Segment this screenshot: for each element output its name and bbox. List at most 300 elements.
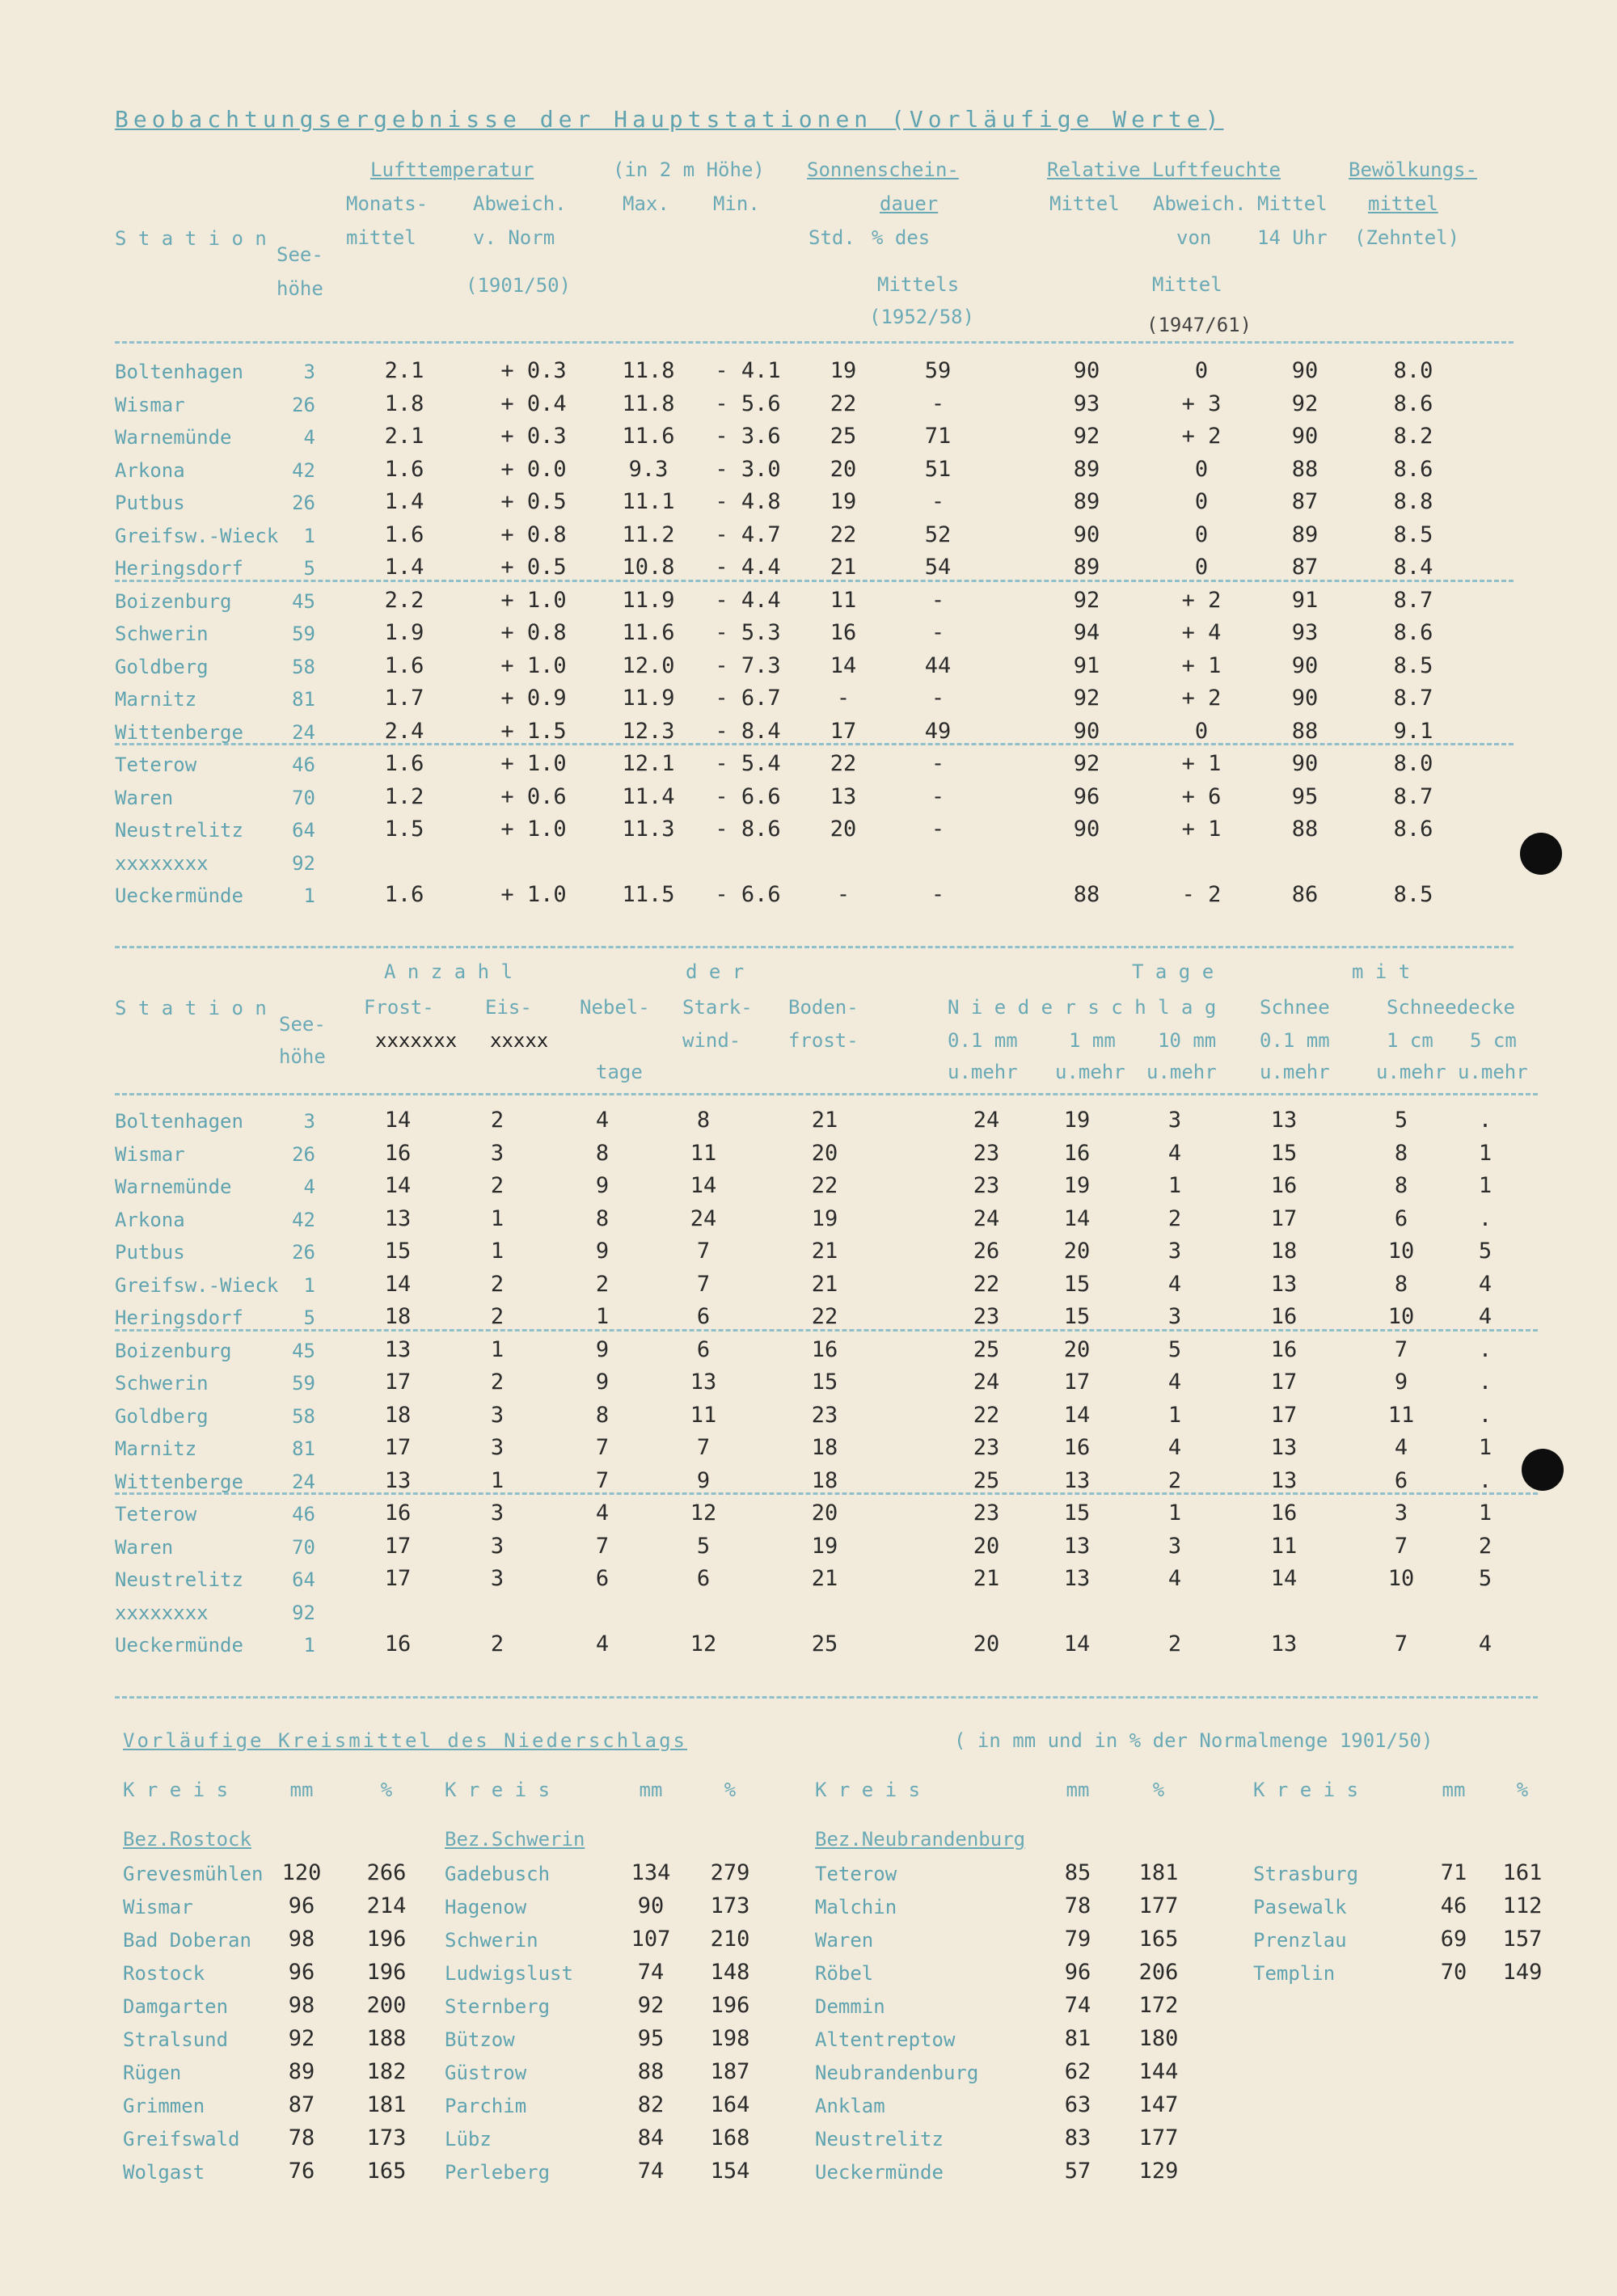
cell-n10: 4	[1167, 1271, 1182, 1297]
kreis-name: Neustrelitz	[815, 2128, 944, 2150]
punch-hole-bottom	[1522, 1449, 1564, 1491]
cell-pct: 52	[924, 521, 952, 547]
pct-col-header: %	[724, 1779, 737, 1801]
cell-min: - 4.1	[715, 358, 781, 383]
kreis-mm: 90	[637, 1893, 665, 1918]
kreis-pct: 181	[1138, 1860, 1179, 1885]
cell-pct: 71	[924, 424, 952, 449]
kreis-pct: 165	[366, 2159, 407, 2184]
t1-header-mittels-2: (1952/58)	[869, 306, 975, 328]
cell-rf: 92	[1073, 686, 1100, 711]
cell-rfab: 0	[1194, 358, 1209, 383]
cell-bew: 8.6	[1393, 456, 1433, 482]
station-name: Wismar	[115, 393, 185, 416]
station-name: Wittenberge	[115, 1470, 243, 1493]
kreis-mm: 78	[288, 2125, 315, 2150]
cell-max: 11.3	[622, 817, 675, 842]
cell-rfab: + 4	[1181, 620, 1222, 645]
kreis-mm: 79	[1064, 1927, 1091, 1952]
station-name: Goldberg	[115, 655, 209, 678]
station-seehoehe: 24	[292, 720, 315, 744]
cell-n01: 20	[973, 1533, 1000, 1559]
mm-col-header: mm	[1066, 1779, 1090, 1801]
station-seehoehe: 45	[292, 589, 315, 613]
cell-pct: -	[931, 882, 945, 907]
station-seehoehe: 1	[303, 1634, 315, 1657]
cell-sd1: 6	[1394, 1205, 1408, 1231]
cell-mm: 1.6	[384, 652, 424, 678]
cell-rf14: 90	[1291, 751, 1319, 776]
kreis-pct: 188	[366, 2026, 407, 2051]
cell-rfab: 0	[1194, 718, 1209, 744]
cell-mm: 1.2	[384, 783, 424, 809]
kreis-name: Malchin	[815, 1896, 897, 1918]
cell-n10: 4	[1167, 1566, 1182, 1591]
cell-rf: 89	[1073, 489, 1100, 514]
t1-header-max: Max.	[623, 192, 669, 215]
cell-stark: 5	[696, 1533, 711, 1559]
station-seehoehe: 45	[292, 1339, 315, 1362]
kreis-pct: 182	[366, 2059, 407, 2084]
cell-rf14: 91	[1291, 587, 1319, 613]
station-name: Schwerin	[115, 623, 209, 645]
station-name: Heringsdorf	[115, 1306, 243, 1329]
cell-n01: 22	[973, 1271, 1000, 1297]
t1-header-abweich-3: (1901/50)	[466, 274, 572, 297]
kreis-pct: 147	[1138, 2092, 1179, 2117]
cell-n1: 13	[1063, 1566, 1091, 1591]
kreis-title: Vorläufige Kreismittel des Niederschlags	[123, 1729, 687, 1752]
kreis-mm: 74	[637, 2159, 665, 2184]
station-seehoehe: 81	[292, 688, 315, 711]
cell-frost: 14	[384, 1173, 412, 1198]
kreis-mm: 98	[288, 1927, 315, 1952]
cell-n01: 25	[973, 1467, 1000, 1493]
station-seehoehe: 70	[292, 786, 315, 809]
cell-std: 21	[830, 555, 857, 580]
cell-schnee: 13	[1270, 1271, 1298, 1297]
cell-boden: 25	[811, 1631, 838, 1657]
kreis-mm: 69	[1440, 1927, 1467, 1952]
kreis-name: Altentreptow	[815, 2028, 956, 2051]
t1-rule-bottom	[115, 946, 1514, 948]
cell-mm: 2.4	[384, 718, 424, 744]
cell-std: -	[836, 686, 851, 711]
t2-header-nebel-2: tage	[596, 1061, 643, 1083]
t2-header-sd1-2: u.mehr	[1376, 1061, 1446, 1083]
t2-header-sd5-1: 5 cm	[1470, 1029, 1517, 1052]
station-name: xxxxxxxx	[115, 851, 209, 875]
kreis-name: Waren	[815, 1929, 874, 1952]
kreis-mm: 96	[288, 1960, 315, 1985]
t1-header-abweich-2: v. Norm	[473, 226, 555, 249]
cell-rf: 88	[1073, 882, 1100, 907]
t2-header-schnee-2: 0.1 mm	[1260, 1029, 1330, 1052]
kreis-pct: 214	[366, 1893, 407, 1918]
kreis-pct: 177	[1138, 2125, 1179, 2150]
cell-mm: 1.4	[384, 555, 424, 580]
cell-pct: 59	[924, 358, 952, 383]
cell-std: 17	[830, 718, 857, 744]
kreis-mm: 84	[637, 2125, 665, 2150]
station-name: Greifsw.-Wieck	[115, 524, 279, 547]
cell-n01: 26	[973, 1239, 1000, 1264]
t1-group-rule	[115, 743, 1514, 745]
cell-rf14: 92	[1291, 390, 1319, 416]
cell-schnee: 16	[1270, 1304, 1298, 1329]
pct-col-header: %	[1152, 1779, 1165, 1801]
cell-n1: 14	[1063, 1402, 1091, 1428]
cell-nebel: 9	[595, 1239, 610, 1264]
cell-sd1: 7	[1394, 1533, 1408, 1559]
cell-stark: 7	[696, 1271, 711, 1297]
kreis-pct: 157	[1502, 1927, 1543, 1952]
t1-header-rel-feuchte: Relative Luftfeuchte	[1047, 158, 1281, 181]
kreis-mm: 120	[281, 1860, 322, 1885]
cell-sd5: 1	[1478, 1500, 1492, 1526]
cell-bew: 8.0	[1393, 751, 1433, 776]
bezirk-label: Bez.Schwerin	[445, 1828, 585, 1851]
kreis-mm: 96	[288, 1893, 315, 1918]
kreis-mm: 92	[288, 2026, 315, 2051]
punch-hole-top	[1520, 833, 1562, 875]
station-seehoehe: 24	[292, 1470, 315, 1493]
cell-min: - 5.4	[715, 751, 781, 776]
cell-eis: 1	[490, 1336, 505, 1362]
cell-pct: 51	[924, 456, 952, 482]
cell-sd1: 5	[1394, 1108, 1408, 1133]
t2-header-niederschlag: N i e d e r s c h l a g	[948, 996, 1217, 1019]
kreis-col-header: K r e i s	[815, 1779, 921, 1801]
kreis-name: Röbel	[815, 1962, 874, 1985]
cell-pct: -	[931, 620, 945, 645]
cell-frost: 17	[384, 1566, 412, 1591]
cell-frost: 13	[384, 1467, 412, 1493]
station-name: xxxxxxxx	[115, 1601, 209, 1624]
cell-rf14: 88	[1291, 817, 1319, 842]
cell-min: - 5.3	[715, 620, 781, 645]
cell-rf: 90	[1073, 358, 1100, 383]
cell-schnee: 17	[1270, 1205, 1298, 1231]
t2-header-stark-1: Stark-	[682, 996, 753, 1019]
cell-n1: 15	[1063, 1271, 1091, 1297]
pct-col-header: %	[380, 1779, 393, 1801]
cell-std: 14	[830, 652, 857, 678]
cell-min: - 8.4	[715, 718, 781, 744]
cell-stark: 24	[690, 1205, 717, 1231]
cell-bew: 8.5	[1393, 652, 1433, 678]
kreis-name: Strasburg	[1253, 1863, 1359, 1885]
cell-rfab: + 2	[1181, 587, 1222, 613]
cell-max: 12.1	[622, 751, 675, 776]
cell-mm: 2.1	[384, 358, 424, 383]
kreis-name: Wolgast	[123, 2161, 205, 2184]
cell-boden: 21	[811, 1108, 838, 1133]
kreis-name: Sternberg	[445, 1995, 551, 2018]
station-seehoehe: 58	[292, 1404, 315, 1428]
cell-n10: 4	[1167, 1370, 1182, 1395]
cell-n1: 15	[1063, 1500, 1091, 1526]
t2-header-seehoehe-2: höhe	[279, 1045, 326, 1068]
station-name: Wismar	[115, 1142, 185, 1166]
cell-sd1: 3	[1394, 1500, 1408, 1526]
cell-schnee: 14	[1270, 1566, 1298, 1591]
t1-header-in2m: (in 2 m Höhe)	[613, 158, 765, 181]
t1-header-sonnenschein-2: dauer	[880, 192, 939, 215]
station-seehoehe: 3	[303, 361, 315, 383]
cell-nebel: 9	[595, 1336, 610, 1362]
cell-max: 11.4	[622, 783, 675, 809]
cell-stark: 12	[690, 1500, 717, 1526]
cell-n01: 20	[973, 1631, 1000, 1657]
cell-rf14: 90	[1291, 358, 1319, 383]
kreis-name: Ludwigslust	[445, 1962, 573, 1985]
cell-n01: 25	[973, 1336, 1000, 1362]
cell-n01: 22	[973, 1402, 1000, 1428]
cell-n1: 16	[1063, 1435, 1091, 1460]
cell-eis: 2	[490, 1370, 505, 1395]
cell-std: 20	[830, 817, 857, 842]
cell-eis: 3	[490, 1402, 505, 1428]
cell-rf14: 90	[1291, 424, 1319, 449]
cell-max: 11.2	[622, 521, 675, 547]
cell-boden: 15	[811, 1370, 838, 1395]
station-seehoehe: 58	[292, 655, 315, 678]
kreis-name: Hagenow	[445, 1896, 527, 1918]
cell-stark: 11	[690, 1140, 717, 1166]
station-seehoehe: 92	[292, 1601, 315, 1624]
t1-header-min: Min.	[713, 192, 760, 215]
cell-stark: 6	[696, 1336, 711, 1362]
cell-nebel: 7	[595, 1533, 610, 1559]
t2-rule-top	[115, 1093, 1538, 1095]
cell-mm: 1.6	[384, 456, 424, 482]
cell-min: - 5.6	[715, 390, 781, 416]
cell-rf: 96	[1073, 783, 1100, 809]
kreis-pct: 144	[1138, 2059, 1179, 2084]
cell-rf14: 88	[1291, 456, 1319, 482]
cell-sd5: .	[1478, 1402, 1492, 1428]
t2-header-schneedecke: Schneedecke	[1387, 996, 1515, 1019]
cell-eis: 3	[490, 1140, 505, 1166]
station-seehoehe: 26	[292, 492, 315, 514]
cell-bew: 8.4	[1393, 555, 1433, 580]
t2-header-nebel-1: Nebel-	[580, 996, 650, 1019]
cell-max: 9.3	[628, 456, 669, 482]
cell-nebel: 8	[595, 1402, 610, 1428]
cell-rf: 91	[1073, 652, 1100, 678]
t1-header-sonnenschein-1: Sonnenschein-	[807, 158, 959, 181]
cell-boden: 19	[811, 1533, 838, 1559]
cell-n01: 23	[973, 1304, 1000, 1329]
cell-rf: 89	[1073, 555, 1100, 580]
cell-boden: 21	[811, 1566, 838, 1591]
cell-std: 13	[830, 783, 857, 809]
cell-n1: 14	[1063, 1205, 1091, 1231]
kreis-name: Wismar	[123, 1896, 193, 1918]
station-name: Teterow	[115, 1503, 197, 1526]
cell-max: 10.8	[622, 555, 675, 580]
cell-ab: + 0.9	[500, 686, 567, 711]
cell-std: 22	[830, 751, 857, 776]
station-name: Warnemünde	[115, 426, 232, 449]
t1-group-rule	[115, 580, 1514, 582]
cell-min: - 6.6	[715, 882, 781, 907]
t1-header-rf-mittel: Mittel	[1049, 192, 1120, 215]
cell-frost: 18	[384, 1304, 412, 1329]
cell-frost: 14	[384, 1108, 412, 1133]
cell-std: 22	[830, 390, 857, 416]
kreis-col-header: K r e i s	[123, 1779, 229, 1801]
t2-header-ns01-2: u.mehr	[948, 1061, 1018, 1083]
bezirk-label: Bez.Rostock	[123, 1828, 251, 1851]
cell-nebel: 6	[595, 1566, 610, 1591]
cell-max: 11.6	[622, 424, 675, 449]
cell-pct: -	[931, 489, 945, 514]
kreis-pct: 154	[710, 2159, 750, 2184]
station-seehoehe: 4	[303, 426, 315, 449]
kreis-name: Gadebusch	[445, 1863, 551, 1885]
kreis-pct: 161	[1502, 1860, 1543, 1885]
t2-header-boden-1: Boden-	[788, 996, 859, 1019]
cell-pct: -	[931, 751, 945, 776]
cell-ab: + 0.8	[500, 521, 567, 547]
cell-bew: 8.0	[1393, 358, 1433, 383]
cell-rf14: 89	[1291, 521, 1319, 547]
t2-header-eis-1: Eis-	[485, 996, 532, 1019]
cell-pct: -	[931, 587, 945, 613]
cell-schnee: 17	[1270, 1402, 1298, 1428]
station-seehoehe: 1	[303, 524, 315, 547]
station-name: Marnitz	[115, 688, 197, 711]
station-seehoehe: 42	[292, 1208, 315, 1231]
cell-rf: 93	[1073, 390, 1100, 416]
station-seehoehe: 1	[303, 884, 315, 907]
t2-header-ns1-2: u.mehr	[1055, 1061, 1125, 1083]
t2-header-stark-2: wind-	[682, 1029, 741, 1052]
cell-std: 11	[830, 587, 857, 613]
kreis-pct: 196	[366, 1927, 407, 1952]
kreis-mm: 85	[1064, 1860, 1091, 1885]
station-seehoehe: 92	[292, 851, 315, 875]
cell-min: - 6.6	[715, 783, 781, 809]
cell-stark: 6	[696, 1304, 711, 1329]
t2-header-mit: m i t	[1352, 960, 1411, 983]
cell-n10: 1	[1167, 1173, 1182, 1198]
cell-min: - 3.6	[715, 424, 781, 449]
cell-rf: 89	[1073, 456, 1100, 482]
cell-schnee: 17	[1270, 1370, 1298, 1395]
cell-ab: + 1.0	[500, 587, 567, 613]
t2-header-sd1-1: 1 cm	[1387, 1029, 1433, 1052]
cell-sd1: 11	[1387, 1402, 1415, 1428]
station-seehoehe: 59	[292, 623, 315, 645]
t1-header-lufttemperatur: Lufttemperatur	[370, 158, 534, 181]
cell-sd1: 10	[1387, 1304, 1415, 1329]
station-name: Boizenburg	[115, 1339, 232, 1362]
station-seehoehe: 5	[303, 557, 315, 580]
station-seehoehe: 64	[292, 819, 315, 842]
station-name: Heringsdorf	[115, 557, 243, 580]
cell-frost: 13	[384, 1336, 412, 1362]
kreis-pct: 165	[1138, 1927, 1179, 1952]
t1-header-rf-abweich-3: Mittel	[1152, 273, 1222, 296]
cell-sd1: 6	[1394, 1467, 1408, 1493]
cell-pct: 54	[924, 555, 952, 580]
cell-mm: 2.1	[384, 424, 424, 449]
station-name: Arkona	[115, 458, 185, 482]
kreis-name: Greifswald	[123, 2128, 240, 2150]
cell-eis: 3	[490, 1435, 505, 1460]
station-seehoehe: 46	[292, 1503, 315, 1526]
cell-boden: 20	[811, 1140, 838, 1166]
cell-min: - 6.7	[715, 686, 781, 711]
cell-pct: 49	[924, 718, 952, 744]
cell-frost: 15	[384, 1239, 412, 1264]
cell-schnee: 16	[1270, 1500, 1298, 1526]
kreis-name: Bützow	[445, 2028, 515, 2051]
cell-eis: 1	[490, 1205, 505, 1231]
cell-rf14: 95	[1291, 783, 1319, 809]
cell-rfab: + 1	[1181, 817, 1222, 842]
station-seehoehe: 59	[292, 1372, 315, 1395]
t2-header-anzahl: A n z a h l	[384, 960, 513, 983]
cell-nebel: 4	[595, 1500, 610, 1526]
cell-rf14: 88	[1291, 718, 1319, 744]
cell-nebel: 4	[595, 1631, 610, 1657]
cell-pct: -	[931, 390, 945, 416]
cell-frost: 17	[384, 1370, 412, 1395]
cell-rf: 90	[1073, 718, 1100, 744]
station-name: Goldberg	[115, 1404, 209, 1428]
cell-stark: 9	[696, 1467, 711, 1493]
cell-n10: 4	[1167, 1140, 1182, 1166]
cell-max: 12.3	[622, 718, 675, 744]
kreis-mm: 92	[637, 1993, 665, 2018]
cell-schnee: 13	[1270, 1108, 1298, 1133]
cell-max: 11.1	[622, 489, 675, 514]
kreis-name: Rügen	[123, 2062, 182, 2084]
cell-boden: 21	[811, 1239, 838, 1264]
station-name: Neustrelitz	[115, 1568, 243, 1591]
station-name: Greifsw.-Wieck	[115, 1273, 279, 1297]
cell-n1: 20	[1063, 1239, 1091, 1264]
t2-header-frost-2: xxxxxxx	[375, 1029, 458, 1052]
cell-frost: 17	[384, 1533, 412, 1559]
cell-std: 19	[830, 489, 857, 514]
cell-ab: + 0.0	[500, 456, 567, 482]
kreis-mm: 57	[1064, 2159, 1091, 2184]
cell-sd5: 1	[1478, 1140, 1492, 1166]
cell-boden: 20	[811, 1500, 838, 1526]
cell-n10: 1	[1167, 1402, 1182, 1428]
kreis-mm: 87	[288, 2092, 315, 2117]
cell-frost: 18	[384, 1402, 412, 1428]
cell-sd5: .	[1478, 1370, 1492, 1395]
t1-header-bew-3: (Zehntel)	[1354, 226, 1460, 249]
cell-sd5: 5	[1478, 1239, 1492, 1264]
kreis-mm: 88	[637, 2059, 665, 2084]
cell-mm: 1.8	[384, 390, 424, 416]
t1-header-monats-1: Monats-	[346, 192, 429, 215]
t2-header-ns1-1: 1 mm	[1069, 1029, 1116, 1052]
kreis-name: Prenzlau	[1253, 1929, 1347, 1952]
t1-header-seehoehe-2: höhe	[277, 277, 323, 300]
cell-pct: -	[931, 686, 945, 711]
cell-boden: 18	[811, 1435, 838, 1460]
cell-nebel: 7	[595, 1467, 610, 1493]
cell-ab: + 0.4	[500, 390, 567, 416]
